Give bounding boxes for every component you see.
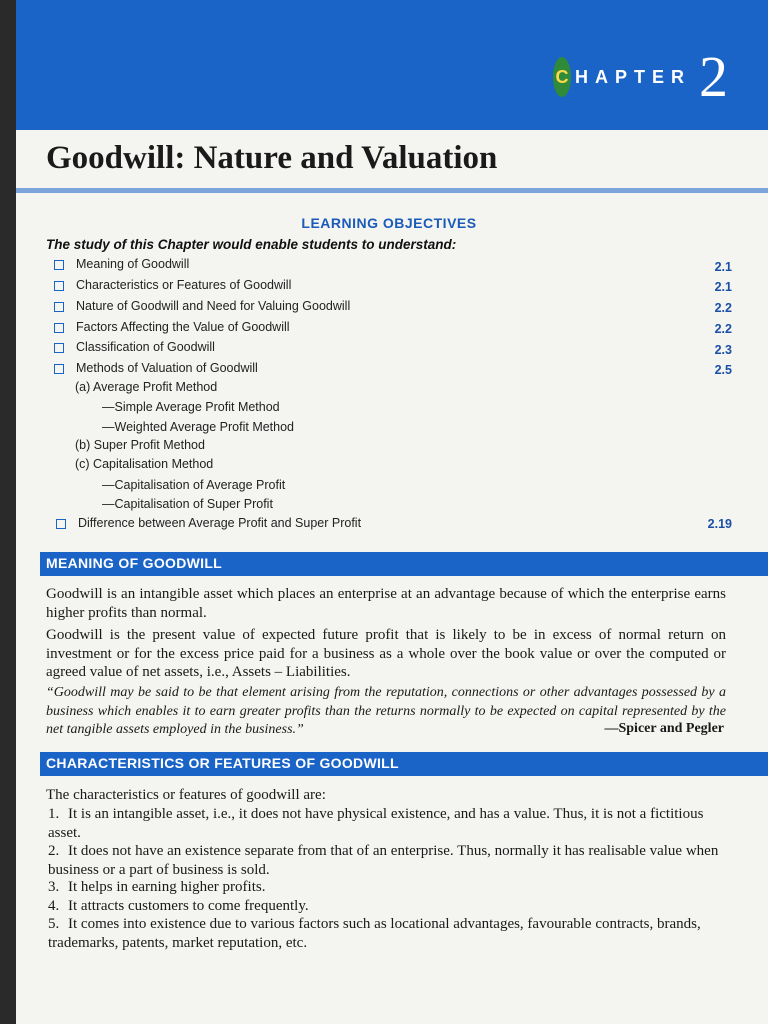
checkbox-icon [54,364,64,374]
objective-subitem: —Capitalisation of Average Profit [102,478,286,492]
chapter-label [553,44,728,109]
checkbox-icon [56,519,66,529]
list-item: 5. It comes into existence due to various factors such as locational advantages, favourable contracts, brands, trademarks, patents, market reputation, etc. [48,916,701,951]
meaning-paragraph-1: Goodwill is an intangible asset which places an enterprise at an advantage because of which the enterprise earns higher profits than normal. [46,586,726,621]
section-heading-characteristics: CHARACTERISTICS OR FEATURES OF GOODWILL [40,752,768,776]
objective-item: Meaning of Goodwill [54,257,189,271]
learning-objectives-box [44,205,744,541]
objective-item: Classification of Goodwill [54,340,215,354]
objective-page: 2.2 [714,322,732,336]
objective-page: 2.19 [707,517,732,531]
checkbox-icon [54,302,64,312]
checkbox-icon [54,323,64,333]
list-item: 3. It helps in earning higher profits. [48,879,266,895]
chapter-initial: C [553,57,571,97]
objective-subitem: (a) Average Profit Method [75,380,218,394]
objective-item: Characteristics or Features of Goodwill [54,278,291,292]
chapter-word: HAPTER [574,66,691,87]
list-item: 4. It attracts customers to come frequently. [48,898,309,914]
meaning-paragraph-2: Goodwill is the present value of expected future profit that is likely to be in excess of normal return on investment or for the excess price paid for a business as a whole over the book value or over the computed or agreed value of net assets, i.e., Assets – Liabilities. [46,627,726,680]
objective-page: 2.1 [714,280,732,294]
objective-subitem: (b) Super Profit Method [75,438,205,452]
definition-quote: “Goodwill may be said to be that element arising from the reputation, connections or other advantages possessed by a business which enables it to earn greater profits than the returns normally to be expected on capital represented by the net tangible assets employed in the business.” [46,685,726,737]
objective-item: Factors Affecting the Value of Goodwill [54,320,290,334]
list-item: 1. It is an intangible asset, i.e., it does not have physical existence, and has a value. Thus, it is not a fictitious asset. [48,806,704,841]
learning-objectives-intro: The study of this Chapter would enable students to understand: [46,237,457,252]
objective-page: 2.1 [714,260,732,274]
objective-page: 2.5 [714,363,732,377]
quote-attribution: —Spicer and Pegler [604,721,724,736]
objective-item: Methods of Valuation of Goodwill [54,361,258,375]
objective-subitem: —Simple Average Profit Method [102,400,280,414]
checkbox-icon [54,343,64,353]
objective-page: 2.3 [714,343,732,357]
objective-subitem: —Capitalisation of Super Profit [102,497,273,511]
title-divider [16,188,768,193]
objective-subitem: (c) Capitalisation Method [75,457,214,471]
textbook-page [16,0,768,1024]
page-title: Goodwill: Nature and Valuation [46,140,498,176]
chapter-number: 2 [699,44,728,109]
chapter-banner [16,0,768,130]
section-heading-meaning: MEANING OF GOODWILL [40,552,768,576]
objective-page: 2.2 [714,301,732,315]
characteristics-intro: The characteristics or features of goodwill are: [46,787,326,803]
objective-item: Difference between Average Profit and Super Profit [56,516,361,530]
checkbox-icon [54,281,64,291]
learning-objectives-heading: LEARNING OBJECTIVES [301,215,477,231]
objective-item: Nature of Goodwill and Need for Valuing Goodwill [54,299,350,313]
objective-subitem: —Weighted Average Profit Method [102,420,295,434]
checkbox-icon [54,260,64,270]
list-item: 2. It does not have an existence separate from that of an enterprise. Thus, normally it has realisable value when business or a part of business is sold. [48,843,719,878]
